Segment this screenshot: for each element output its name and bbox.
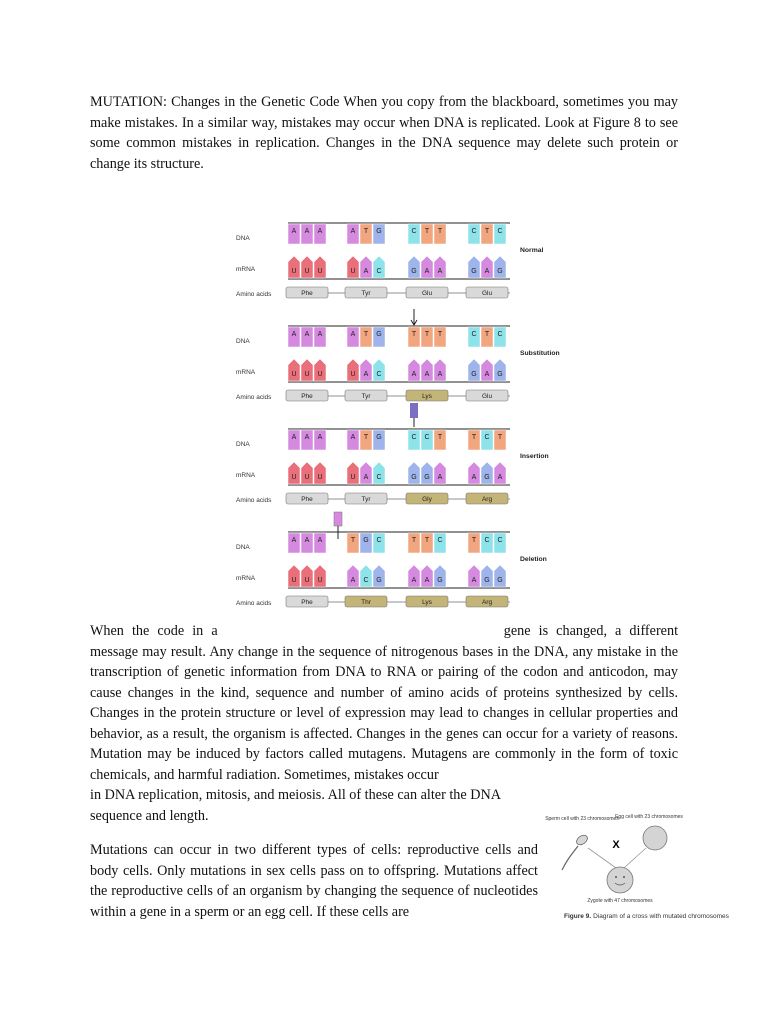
dna-base-label: T xyxy=(363,331,369,338)
dna-base-label: T xyxy=(471,434,477,441)
figure-9-caption: Figure 9. Diagram of a cross with mutated chromosomes xyxy=(564,913,729,920)
panel-title: Substitution xyxy=(520,350,560,357)
dna-base-label: A xyxy=(304,434,310,441)
figure-9-cross-diagram xyxy=(545,810,729,935)
paragraph-cell-types: Mutations can occur in two different types of cells: reproductive cells and body cells. Only mutations in sex cells pass on to offspring. Mutations affect the reproductive cells of an organism by changing the sequence of nucleotides within a gene in a sperm or an egg cell. If these cells are xyxy=(90,842,538,920)
row-label-amino: Amino acids xyxy=(236,600,272,607)
dna-base-label: A xyxy=(304,331,310,338)
zygote xyxy=(607,867,633,893)
row-label-amino: Amino acids xyxy=(236,291,272,298)
amino-acid-label: Glu xyxy=(481,393,493,400)
dna-base-label: A xyxy=(317,537,323,544)
mrna-base-label: G xyxy=(484,474,490,481)
dna-base-label: C xyxy=(411,228,417,235)
dna-base-label: T xyxy=(437,228,443,235)
row-label-mrna: mRNA xyxy=(236,472,256,479)
row-label-mrna: mRNA xyxy=(236,575,256,582)
paragraph-gene-change-start: When the code in a xyxy=(90,623,218,639)
row-label-mrna: mRNA xyxy=(236,369,256,376)
dna-base-label: C xyxy=(471,228,477,235)
amino-acid-label: Phe xyxy=(301,393,313,400)
dna-base-label: C xyxy=(484,434,490,441)
row-label-dna: DNA xyxy=(236,441,250,448)
mrna-base-label: A xyxy=(437,268,443,275)
dna-base-label: T xyxy=(484,228,490,235)
dna-base-label: T xyxy=(471,537,477,544)
sperm-label: Sperm cell with 23 chromosomes xyxy=(545,816,619,822)
dna-base-label: G xyxy=(363,537,369,544)
mrna-base-label: A xyxy=(484,371,490,378)
mrna-base-label: C xyxy=(376,268,382,275)
dna-base-label: T xyxy=(424,331,430,338)
mrna-base-label: U xyxy=(317,371,323,378)
dna-base-label: G xyxy=(376,228,382,235)
mrna-base-label: U xyxy=(317,577,323,584)
mutation-panel-3 xyxy=(236,512,547,607)
mrna-base-label: G xyxy=(411,474,417,481)
mrna-base-label: G xyxy=(497,577,503,584)
mrna-base-label: U xyxy=(304,371,310,378)
paragraph-gene-change-tail-2: sequence and length. xyxy=(90,808,209,824)
dna-base-label: A xyxy=(304,228,310,235)
mrna-base-label: G xyxy=(471,371,477,378)
mrna-base-label: U xyxy=(350,371,356,378)
egg-cell xyxy=(643,826,667,850)
mrna-base-label: A xyxy=(363,474,369,481)
dna-base-label: T xyxy=(363,434,369,441)
dna-base-label: G xyxy=(376,331,382,338)
mrna-base-label: U xyxy=(304,474,310,481)
mrna-base-label: A xyxy=(411,371,417,378)
dna-base-label: C xyxy=(411,434,417,441)
mrna-base-label: U xyxy=(304,577,310,584)
dna-base-label: T xyxy=(437,331,443,338)
mrna-base-label: A xyxy=(411,577,417,584)
dna-base-label: C xyxy=(471,331,477,338)
mrna-base-label: A xyxy=(363,268,369,275)
dna-base-label: T xyxy=(437,434,443,441)
amino-acid-label: Tyr xyxy=(361,496,371,503)
dna-base-label: C xyxy=(497,537,503,544)
amino-acid-label: Thr xyxy=(361,599,371,606)
mrna-base-label: A xyxy=(363,371,369,378)
row-label-amino: Amino acids xyxy=(236,394,272,401)
row-label-dna: DNA xyxy=(236,338,250,345)
mrna-base-label: U xyxy=(291,371,297,378)
mutation-panel-2 xyxy=(236,403,549,504)
zygote-label: Zygote with 47 chromosomes xyxy=(587,898,653,904)
amino-acid-label: Glu xyxy=(481,290,493,297)
mrna-base-label: U xyxy=(350,268,356,275)
mrna-base-label: A xyxy=(471,577,477,584)
dna-base-label: T xyxy=(497,434,503,441)
panel-title: Insertion xyxy=(520,453,549,460)
sperm-tail xyxy=(562,846,578,870)
dna-base-label: C xyxy=(497,331,503,338)
dna-base-label: A xyxy=(291,537,297,544)
mrna-base-label: G xyxy=(471,268,477,275)
mrna-base-label: U xyxy=(304,268,310,275)
mrna-base-label: U xyxy=(291,474,297,481)
dna-base-label: A xyxy=(304,537,310,544)
mutation-panel-0 xyxy=(236,223,544,298)
paragraph-gene-change-rest: gene is changed, a different message may result. Any change in the sequence of nitrogenous bases in the DNA, any mistake in the transcription of genetic information from DNA to RNA or pairing of the codon and anticodon, may cause changes in the kind, sequence and number of amino acids of proteins synthesized by cells. Changes in the protein structure or level of expression may lead to changes in cellular properties and behavior, as a result, the organism is affected. Changes in the genes can occur for a variety of reasons. Mutation may be induced by factors called mutagens. Mutagens are commonly in the form of toxic chemicals, and harmful radiation. Sometimes, mistakes occur xyxy=(90,623,679,783)
egg-label: Egg cell with 23 chromosomes xyxy=(615,814,683,820)
mrna-base-label: A xyxy=(437,371,443,378)
panel-title: Deletion xyxy=(520,556,547,563)
amino-acid-label: Arg xyxy=(481,599,493,606)
row-label-dna: DNA xyxy=(236,235,250,242)
amino-acid-label: Arg xyxy=(481,496,493,503)
dna-base-label: T xyxy=(363,228,369,235)
mrna-base-label: C xyxy=(363,577,369,584)
dna-base-label: A xyxy=(291,434,297,441)
inserted-base xyxy=(410,403,418,418)
cross-symbol: X xyxy=(612,839,620,851)
sperm-head xyxy=(575,833,589,846)
mrna-base-label: A xyxy=(471,474,477,481)
dna-base-label: T xyxy=(484,331,490,338)
amino-acid-label: Phe xyxy=(301,496,313,503)
dna-base-label: C xyxy=(484,537,490,544)
amino-acid-label: Phe xyxy=(301,599,313,606)
figure-8-mutation-diagram xyxy=(230,195,560,615)
amino-acid-label: Tyr xyxy=(361,393,371,400)
dna-base-label: T xyxy=(424,537,430,544)
amino-acid-label: Phe xyxy=(301,290,313,297)
deleted-base xyxy=(334,512,342,526)
dna-base-label: T xyxy=(350,537,356,544)
amino-acid-label: Lys xyxy=(422,393,432,400)
amino-acid-label: Lys xyxy=(422,599,432,606)
paragraph-gene-change xyxy=(90,621,678,785)
mrna-base-label: G xyxy=(497,268,503,275)
mutation-panel-1 xyxy=(236,309,560,401)
mrna-base-label: A xyxy=(437,474,443,481)
mrna-base-label: A xyxy=(424,577,430,584)
mrna-base-label: A xyxy=(350,577,356,584)
mrna-base-label: A xyxy=(497,474,503,481)
row-label-dna: DNA xyxy=(236,544,250,551)
dna-base-label: A xyxy=(350,434,356,441)
dna-base-label: T xyxy=(424,228,430,235)
dna-base-label: T xyxy=(411,331,417,338)
dna-base-label: A xyxy=(317,331,323,338)
paragraph-intro: MUTATION: Changes in the Genetic Code When you copy from the blackboard, sometimes you may make mistakes. In a similar way, mistakes may occur when DNA is replicated. Look at Figure 8 to see some common mistakes in replication. Changes in the DNA sequence may delete such protein or change its structure. xyxy=(90,94,678,172)
mrna-base-label: U xyxy=(350,474,356,481)
dna-base-label: A xyxy=(317,434,323,441)
mrna-base-label: G xyxy=(497,371,503,378)
mrna-base-label: G xyxy=(376,577,382,584)
dna-base-label: A xyxy=(317,228,323,235)
mrna-base-label: G xyxy=(484,577,490,584)
paragraph-gene-change-tail: in DNA replication, mitosis, and meiosis. All of these can alter the DNA xyxy=(90,787,501,803)
mrna-base-label: A xyxy=(424,371,430,378)
dna-base-label: A xyxy=(350,331,356,338)
dna-base-label: G xyxy=(376,434,382,441)
dna-base-label: T xyxy=(411,537,417,544)
row-label-mrna: mRNA xyxy=(236,266,256,273)
dna-base-label: C xyxy=(497,228,503,235)
amino-acid-label: Glu xyxy=(421,290,433,297)
substitution-arrow xyxy=(411,309,417,325)
dna-base-label: A xyxy=(350,228,356,235)
mrna-base-label: U xyxy=(317,474,323,481)
mrna-base-label: U xyxy=(291,577,297,584)
mrna-base-label: G xyxy=(424,474,430,481)
mrna-base-label: C xyxy=(376,474,382,481)
panel-title: Normal xyxy=(520,247,544,254)
row-label-amino: Amino acids xyxy=(236,497,272,504)
mrna-base-label: A xyxy=(484,268,490,275)
mrna-base-label: U xyxy=(291,268,297,275)
dna-base-label: C xyxy=(437,537,443,544)
dna-base-label: A xyxy=(291,331,297,338)
mrna-base-label: A xyxy=(424,268,430,275)
dna-base-label: C xyxy=(376,537,382,544)
amino-acid-label: Gly xyxy=(422,496,432,503)
mrna-base-label: U xyxy=(317,268,323,275)
dna-base-label: A xyxy=(291,228,297,235)
mrna-base-label: G xyxy=(411,268,417,275)
mrna-base-label: C xyxy=(376,371,382,378)
amino-acid-label: Tyr xyxy=(361,290,371,297)
mrna-base-label: G xyxy=(437,577,443,584)
dna-base-label: C xyxy=(424,434,430,441)
